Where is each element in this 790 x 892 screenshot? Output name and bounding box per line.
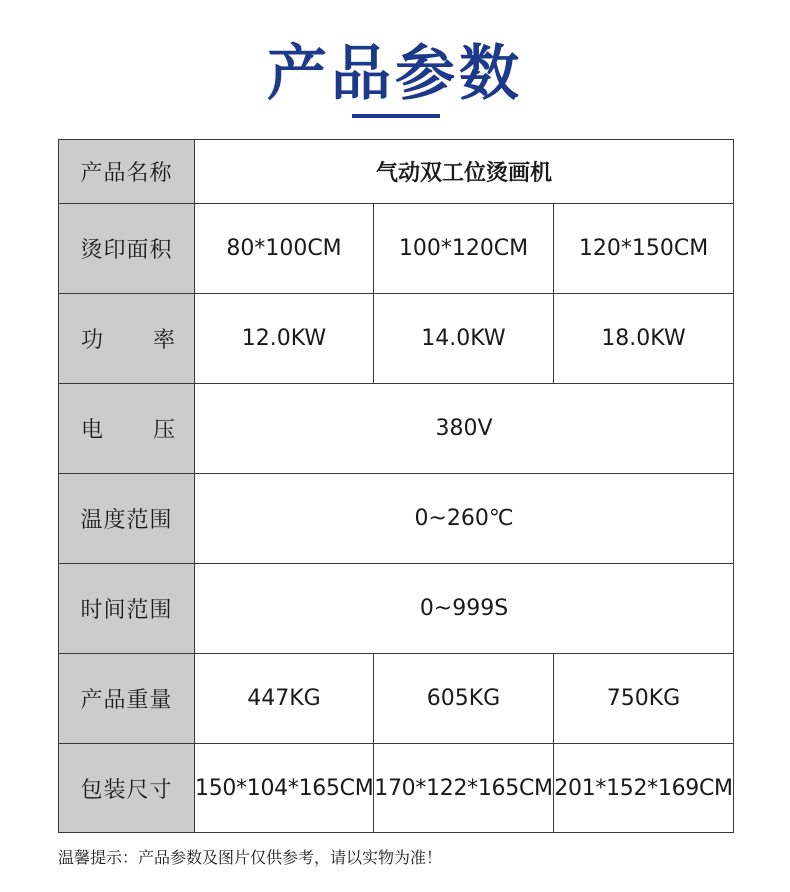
value-print-area-3: 120*150CM — [554, 204, 734, 294]
table-row-weight — [59, 654, 734, 744]
value-package-size-2: 170*122*165CM — [374, 744, 554, 833]
value-print-area-1: 80*100CM — [195, 204, 374, 294]
value-weight-3: 750KG — [554, 654, 734, 744]
table-row-name — [59, 140, 734, 204]
title-underline — [352, 114, 440, 118]
label-power-char-2: 率 — [152, 328, 176, 353]
value-temp-range: 0~260℃ — [195, 474, 734, 564]
value-power-1: 12.0KW — [195, 294, 374, 384]
value-time-range: 0~999S — [195, 564, 734, 654]
table-row-time — [59, 564, 734, 654]
value-product-name: 气动双工位烫画机 — [195, 140, 734, 204]
value-power-2: 14.0KW — [374, 294, 554, 384]
value-voltage: 380V — [195, 384, 734, 474]
table-row-power — [59, 294, 734, 384]
footnote: 温馨提示：产品参数及图片仅供参考，请以实物为准！ — [58, 848, 443, 867]
table-row-area — [59, 204, 734, 294]
value-weight-1: 447KG — [195, 654, 374, 744]
label-power — [59, 294, 195, 384]
value-package-size-1: 150*104*165CM — [195, 744, 374, 833]
page-title: 产品参数 — [267, 39, 523, 109]
table-row-package — [59, 744, 734, 833]
spec-table — [58, 139, 734, 833]
table-row-temp — [59, 474, 734, 564]
label-print-area: 烫印面积 — [59, 204, 195, 294]
label-voltage-char-1: 电 — [81, 418, 105, 443]
value-power-3: 18.0KW — [554, 294, 734, 384]
label-product-name: 产品名称 — [59, 140, 195, 204]
label-package-size: 包装尺寸 — [59, 744, 195, 833]
label-voltage-char-2: 压 — [152, 418, 176, 443]
value-weight-2: 605KG — [374, 654, 554, 744]
label-voltage — [59, 384, 195, 474]
table-row-voltage — [59, 384, 734, 474]
label-power-char-1: 功 — [81, 328, 105, 353]
label-temp-range: 温度范围 — [59, 474, 195, 564]
value-package-size-3: 201*152*169CM — [554, 744, 734, 833]
label-time-range: 时间范围 — [59, 564, 195, 654]
label-weight: 产品重量 — [59, 654, 195, 744]
value-print-area-2: 100*120CM — [374, 204, 554, 294]
